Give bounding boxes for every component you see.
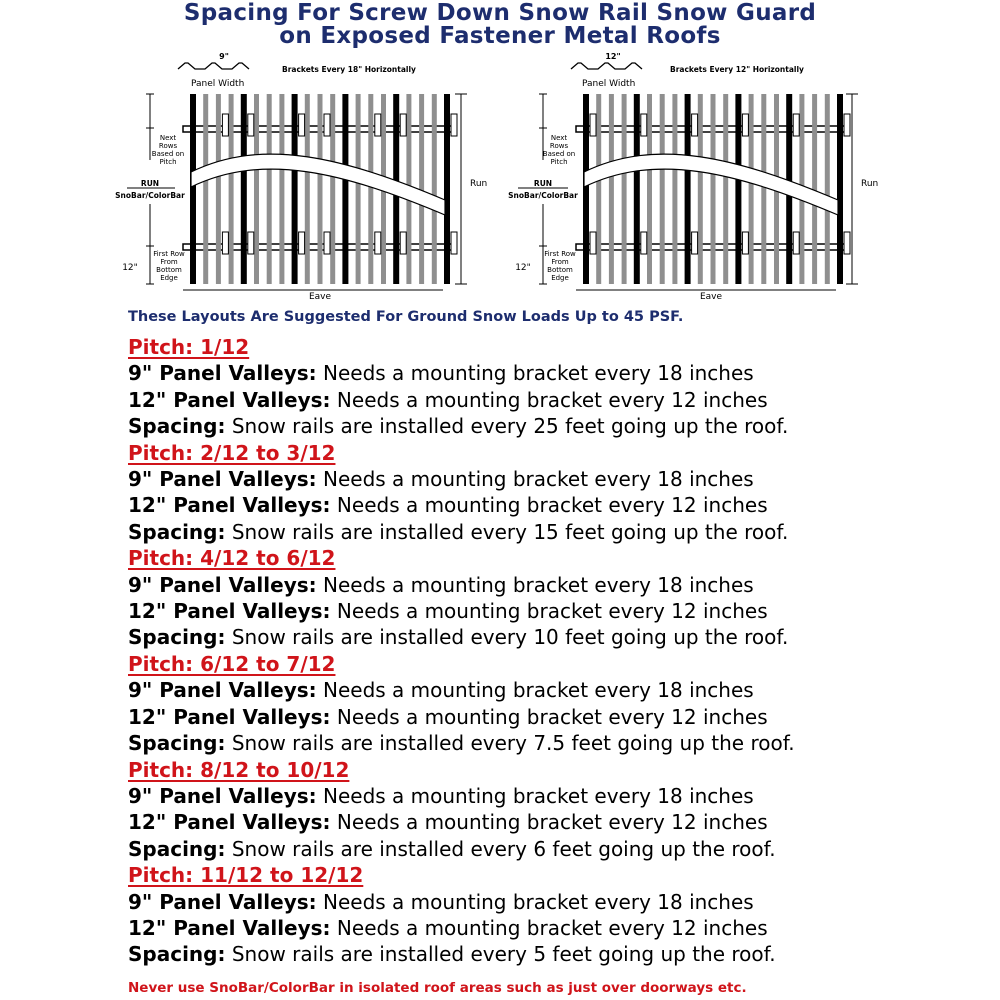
first-row-label-1: First Row [544,250,576,258]
run-right-label: Run [470,179,488,189]
row-label: 12" Panel Valleys: [128,387,331,412]
mounting-bracket [451,232,457,254]
panel-rib [305,94,310,284]
row-label: Spacing: [128,414,226,439]
pitch-block [128,862,988,968]
nine-inch-row [128,572,988,598]
panel-seam [583,94,589,284]
offset-label: 12" [122,263,138,273]
row-label: 12" Panel Valleys: [128,915,331,940]
panel-rib [723,94,728,284]
mounting-bracket [590,114,596,136]
mounting-bracket [375,114,381,136]
next-rows-label-2: Rows [158,142,178,150]
snobar-label: SnoBar/ColorBar [508,191,578,200]
twelve-inch-row [128,492,988,518]
row-text: Needs a mounting bracket every 12 inches [336,387,768,412]
next-rows-label-1: Next [550,134,568,142]
first-row-label-1: First Row [153,250,185,258]
panel-rib [267,94,272,284]
next-rows-label-3: Based on [542,150,576,158]
mounting-bracket [222,114,228,136]
pitch-list [128,334,988,968]
next-rows-label-2: Rows [549,142,569,150]
panel-rib [672,94,677,284]
row-text: Snow rails are installed every 6 feet going up the roof. [231,836,776,861]
panel-rib [711,94,716,284]
diagram-9-inch-panels [113,52,503,304]
twelve-inch-row [128,387,988,413]
pitch-block [128,651,988,757]
panel-rib [356,94,361,284]
twelve-inch-row [128,598,988,624]
nine-inch-row [128,360,988,386]
mounting-bracket [793,232,799,254]
panel-width-label: Panel Width [582,79,636,89]
snobar-label: SnoBar/ColorBar [115,191,185,200]
panel-rib [216,94,221,284]
offset-label: 12" [515,263,531,273]
row-text: Needs a mounting bracket every 18 inches [323,467,754,492]
title-line-1: Spacing For Screw Down Snow Rail Snow Guard [183,0,817,26]
mounting-bracket [375,232,381,254]
panel-width-label: Panel Width [191,79,245,89]
row-text: Snow rails are installed every 7.5 feet going up the roof. [231,731,795,756]
pitch-block [128,545,988,651]
row-label: 9" Panel Valleys: [128,783,317,808]
mounting-bracket [248,114,254,136]
panel-rib [419,94,424,284]
nine-inch-row [128,466,988,492]
twelve-inch-row [128,915,988,941]
first-row-label-2: From [160,258,178,266]
pitch-heading: Pitch: 8/12 to 10/12 [128,757,350,782]
row-text: Snow rails are installed every 10 feet going up the roof. [231,625,789,650]
spacing-row [128,413,988,439]
mounting-bracket [324,232,330,254]
row-label: Spacing: [128,519,226,544]
panel-rib [596,94,601,284]
row-label: 9" Panel Valleys: [128,572,317,597]
spacing-row [128,624,988,650]
pitch-block [128,757,988,863]
diagram-12-inch-panels [506,52,896,304]
title-line-2: on Exposed Fastener Metal Roofs [279,23,721,49]
mounting-bracket [248,232,254,254]
eave-label: Eave [308,292,332,302]
mounting-bracket [692,232,698,254]
mounting-bracket [844,114,850,136]
panel-rib [254,94,259,284]
row-text: Needs a mounting bracket every 18 inches [323,889,754,914]
panel-rib [647,94,652,284]
first-row-label-4: Edge [160,274,178,282]
panel-seam [342,94,348,284]
run-left-label: RUN [140,179,160,188]
row-label: Spacing: [128,731,226,756]
row-label: 12" Panel Valleys: [128,704,331,729]
spacing-row [128,519,988,545]
panel-rib [609,94,614,284]
panel-seam [292,94,298,284]
panel-seam [735,94,741,284]
panel-size-label: 9" [219,52,229,61]
row-label: Spacing: [128,625,226,650]
panel-rib [698,94,703,284]
mounting-bracket [793,114,799,136]
mounting-bracket [400,114,406,136]
brackets-label: Brackets Every 12" Horizontally [670,65,804,74]
mounting-bracket [590,232,596,254]
first-row-label-3: Bottom [156,266,182,274]
row-label: 12" Panel Valleys: [128,599,331,624]
spacing-row [128,836,988,862]
run-right-label: Run [861,179,879,189]
mounting-bracket [299,114,305,136]
panel-rib [368,94,373,284]
row-text: Needs a mounting bracket every 18 inches [323,361,754,386]
spacing-row [128,730,988,756]
nine-inch-row [128,889,988,915]
panel-rib [761,94,766,284]
row-text: Needs a mounting bracket every 18 inches [323,783,754,808]
row-text: Needs a mounting bracket every 18 inches [323,572,754,597]
mounting-bracket [692,114,698,136]
mounting-bracket [451,114,457,136]
nine-inch-row [128,677,988,703]
first-row-label-2: From [551,258,569,266]
pitch-block [128,334,988,440]
panel-seam [190,94,196,284]
row-label: 12" Panel Valleys: [128,493,331,518]
panel-rib [749,94,754,284]
isolated-area-warning: Never use SnoBar/ColorBar in isolated roof areas such as just over doorways etc. [128,980,747,996]
mounting-bracket [222,232,228,254]
eave-label: Eave [699,292,723,302]
next-rows-label-4: Pitch [550,158,568,166]
next-rows-label-1: Next [159,134,177,142]
panel-seam [685,94,691,284]
panel-size-label: 12" [605,52,621,61]
pitch-heading: Pitch: 1/12 [128,335,250,359]
row-label: 12" Panel Valleys: [128,810,331,835]
mounting-bracket [641,232,647,254]
row-label: 9" Panel Valleys: [128,467,317,492]
panel-rib [812,94,817,284]
panel-rib [660,94,665,284]
panel-rib [330,94,335,284]
mounting-bracket [400,232,406,254]
nine-inch-row [128,783,988,809]
panel-rib [622,94,627,284]
twelve-inch-row [128,809,988,835]
row-label: 9" Panel Valleys: [128,889,317,914]
panel-rib [825,94,830,284]
next-rows-label-3: Based on [151,150,185,158]
row-text: Snow rails are installed every 15 feet going up the roof. [231,519,789,544]
panel-seam [444,94,450,284]
panel-seam [837,94,843,284]
pitch-heading: Pitch: 11/12 to 12/12 [128,863,364,888]
brackets-label: Brackets Every 18" Horizontally [282,65,416,74]
panel-rib [318,94,323,284]
first-row-label-3: Bottom [547,266,573,274]
next-rows-label-4: Pitch [159,158,177,166]
row-label: 9" Panel Valleys: [128,361,317,386]
pitch-heading: Pitch: 2/12 to 3/12 [128,440,336,465]
row-text: Needs a mounting bracket every 12 inches [336,915,768,940]
row-text: Snow rails are installed every 25 feet going up the roof. [231,414,789,439]
pitch-heading: Pitch: 4/12 to 6/12 [128,546,336,571]
twelve-inch-row [128,704,988,730]
row-label: Spacing: [128,836,226,861]
row-text: Needs a mounting bracket every 18 inches [323,678,754,703]
run-left-label: RUN [533,179,553,188]
mounting-bracket [742,114,748,136]
snow-load-subtitle: These Layouts Are Suggested For Ground Snow Loads Up to 45 PSF. [128,309,684,325]
row-label: Spacing: [128,942,226,967]
panel-rib [279,94,284,284]
mounting-bracket [324,114,330,136]
first-row-label-4: Edge [551,274,569,282]
panel-rib [229,94,234,284]
row-text: Needs a mounting bracket every 12 inches [336,599,768,624]
row-text: Snow rails are installed every 5 feet going up the roof. [231,942,776,967]
row-label: 9" Panel Valleys: [128,678,317,703]
panel-rib [203,94,208,284]
panel-rib [432,94,437,284]
mounting-bracket [641,114,647,136]
mounting-bracket [844,232,850,254]
row-text: Needs a mounting bracket every 12 inches [336,704,768,729]
pitch-heading: Pitch: 6/12 to 7/12 [128,651,336,676]
row-text: Needs a mounting bracket every 12 inches [336,493,768,518]
spacing-row [128,941,988,967]
row-text: Needs a mounting bracket every 12 inches [336,810,768,835]
panel-seam [634,94,640,284]
panel-seam [241,94,247,284]
mounting-bracket [742,232,748,254]
mounting-bracket [299,232,305,254]
pitch-block [128,440,988,546]
